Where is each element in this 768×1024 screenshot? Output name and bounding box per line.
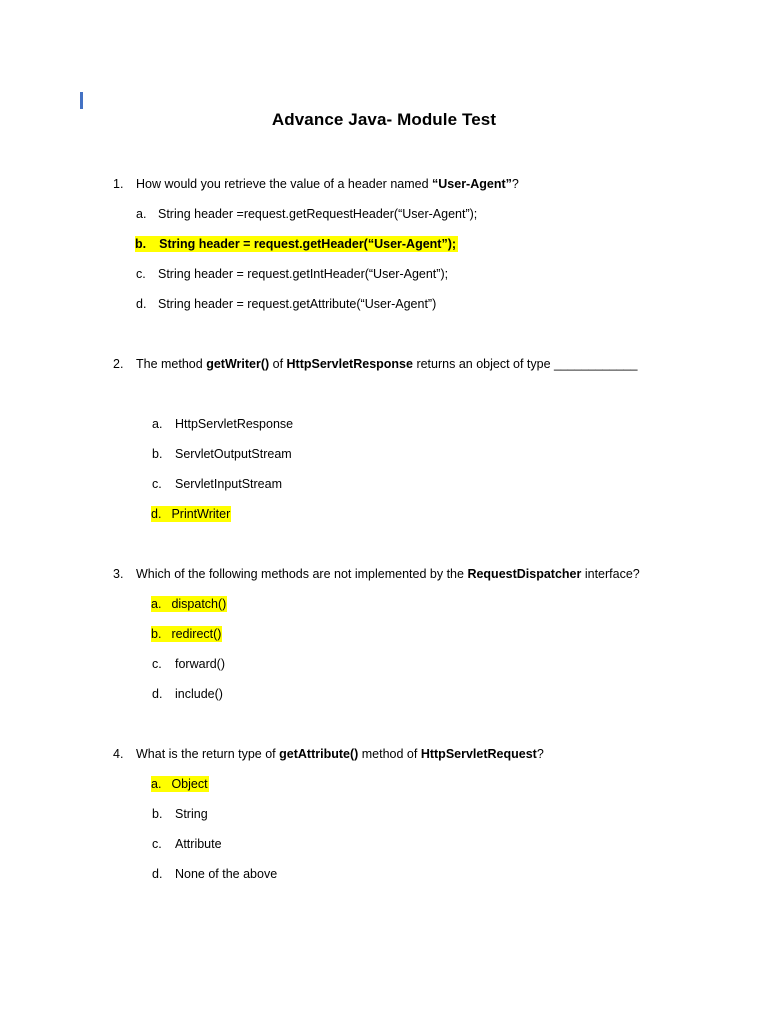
option-text: dispatch() <box>171 597 227 611</box>
option-text: String <box>175 807 208 821</box>
question-text: The method getWriter() of HttpServletResponse returns an object of type ____________ <box>136 357 638 371</box>
option-letter: b. <box>152 447 163 461</box>
option-text: ServletOutputStream <box>175 447 292 461</box>
option-letter: b. <box>135 237 147 251</box>
option-letter: c. <box>152 837 162 851</box>
question-text: How would you retrieve the value of a header named “User-Agent”? <box>136 177 519 191</box>
question-number: 3. <box>113 567 124 581</box>
option-letter: b. <box>151 627 162 641</box>
option-highlight <box>151 776 209 792</box>
option-text: Object <box>171 777 208 791</box>
option-letter: d. <box>152 687 163 701</box>
option-letter: c. <box>152 657 162 671</box>
option-text: Attribute <box>175 837 222 851</box>
option-letter: d. <box>152 867 163 881</box>
option-text: forward() <box>175 657 226 671</box>
option-text: String header = request.getAttribute(“User-Agent”) <box>158 297 437 311</box>
question-number: 2. <box>113 357 124 371</box>
question-text: What is the return type of getAttribute() method of HttpServletRequest? <box>136 747 544 761</box>
option-text: String header =request.getRequestHeader(“User-Agent”); <box>158 207 478 221</box>
option-text: ServletInputStream <box>175 477 282 491</box>
option-highlight <box>151 506 231 522</box>
option-text: HttpServletResponse <box>175 417 294 431</box>
option-text: include() <box>175 687 223 701</box>
option-letter: c. <box>152 477 162 491</box>
page-title: Advance Java- Module Test <box>271 110 497 129</box>
option-text: PrintWriter <box>171 507 231 521</box>
option-text: redirect() <box>171 627 222 641</box>
question-number: 1. <box>113 177 124 191</box>
option-text: String header = request.getIntHeader(“User-Agent”); <box>158 267 449 281</box>
option-text: None of the above <box>175 867 278 881</box>
option-highlight <box>135 236 458 252</box>
option-letter: a. <box>151 597 162 611</box>
option-letter: b. <box>152 807 163 821</box>
option-letter: d. <box>151 507 162 521</box>
option-letter: a. <box>136 207 147 221</box>
option-letter: d. <box>136 297 147 311</box>
option-highlight <box>151 596 227 612</box>
option-letter: c. <box>136 267 146 281</box>
question-text: Which of the following methods are not implemented by the RequestDispatcher interface? <box>136 567 640 581</box>
option-text: String header = request.getHeader(“User-Agent”); <box>159 237 457 251</box>
question-number: 4. <box>113 747 124 761</box>
option-letter: a. <box>151 777 162 791</box>
text-cursor <box>80 92 83 109</box>
option-letter: a. <box>152 417 163 431</box>
option-highlight <box>151 626 222 642</box>
